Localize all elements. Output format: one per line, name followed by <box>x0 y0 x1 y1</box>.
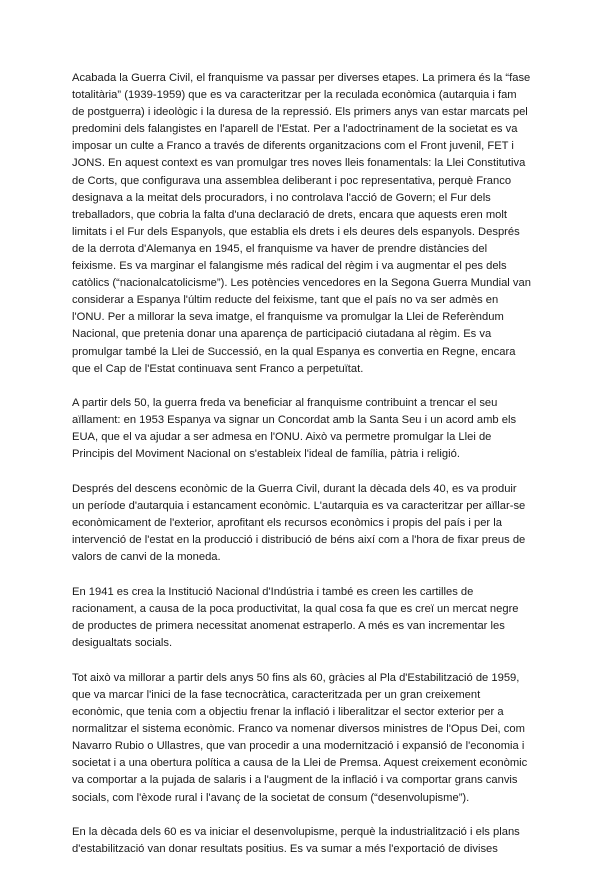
document-page <box>72 70 532 876</box>
paragraph-4: En 1941 es crea la Institució Nacional d'Indústria i també es creen les cartilles de racionament, a causa de la poca productivitat, la qual cosa fa que es creï un mercat negre de productes de primera necessitat anomenat estraperlo. A més es van incrementar les desigualtats socials. <box>72 586 519 650</box>
paragraph-1: Acabada la Guerra Civil, el franquisme va passar per diverses etapes. La primera és la “fase totalitària” (1939-1959) que es va caracteritzar per la reculada econòmica (autarquia i fam de postguerra) i ideològic i la duresa de la repressió. Els primers anys van estar marcats pel predomini dels falangistes en l'aparell de l'Estat. Per a l'adoctrinament de la societat es va imposar un culte a Franco a través de diferents organitzacions com el Front juvenil, FET i JONS. En aquest context es van promulgar tres noves lleis fonamentals: la Llei Constitutiva de Corts, que configurava una assemblea deliberant i poc representativa, perquè Franco designava a la meitat dels procuradors, i no controlava l'acció de Govern; el Fur dels treballadors, que cobria la falta d'una declaració de drets, encara que aquests eren molt limitats i el Fur dels Espanyols, que establia els drets i els deures dels espanyols. Després de la derrota d'Alemanya en 1945, el franquisme va haver de prendre distàncies del feixisme. Es va marginar el falangisme més radical del règim i va augmentar el pes dels catòlics (“nacionalcatolicisme”). Les potències vencedores en la Segona Guerra Mundial van considerar a Espanya l'últim reducte del feixisme, tant que el país no va ser admès en l'ONU. Per a millorar la seva imatge, el franquisme va promulgar la Llei de Referèndum Nacional, que pretenia donar una aparença de participació ciutadana al règim. Es va promulgar també la Llei de Successió, en la qual Espanya es convertia en Regne, encara que el Cap de l'Estat continuava sent Franco a perpetuïtat. <box>72 72 531 375</box>
paragraph-6: En la dècada dels 60 es va iniciar el desenvolupisme, perquè la industrialització i els plans d'estabilització van donar resultats positius. Es va sumar a més l'exportació de divises <box>72 826 520 856</box>
paragraph-3: Després del descens econòmic de la Guerra Civil, durant la dècada dels 40, es va produir un període d'autarquia i estancament econòmic. L'autarquia es va caracteritzar per aïllar-se econòmicament de l'exterior, aprofitant els recursos econòmics i propis del país i per la intervenció de l'estat en la producció i distribució de béns així com a l'hora de fixar preus de valors de canvi de la moneda. <box>72 483 526 564</box>
paragraph-5: Tot això va millorar a partir dels anys 50 fins als 60, gràcies al Pla d'Estabilització de 1959, que va marcar l'inici de la fase tecnocràtica, caracteritzada per un gran creixement econòmic, que tenia com a objectiu frenar la inflació i liberalitzar el sector exterior per a normalitzar el sistema econòmic. Franco va nomenar diversos ministres de l'Opus Dei, com Navarro Rubio o Ullastres, que van procedir a una modernització i expansió de l'economia i societat i a una obertura política a causa de la Llei de Premsa. Aquest creixement econòmic va comportar a la pujada de salaris i a l'augment de la inflació i va comportar grans canvis socials, com l'èxode rural i l'avanç de la societat de consum (“desenvolupisme”). <box>72 671 528 804</box>
paragraph-2: A partir dels 50, la guerra freda va beneficiar al franquisme contribuint a trencar el seu aïllament: en 1953 Espanya va signar un Concordat amb la Santa Seu i un acord amb els EUA, que el va ajudar a ser admesa en l'ONU. Això va permetre promulgar la Llei de Principis del Moviment Nacional on s'estableix l'ideal de família, pàtria i religió. <box>72 397 517 461</box>
